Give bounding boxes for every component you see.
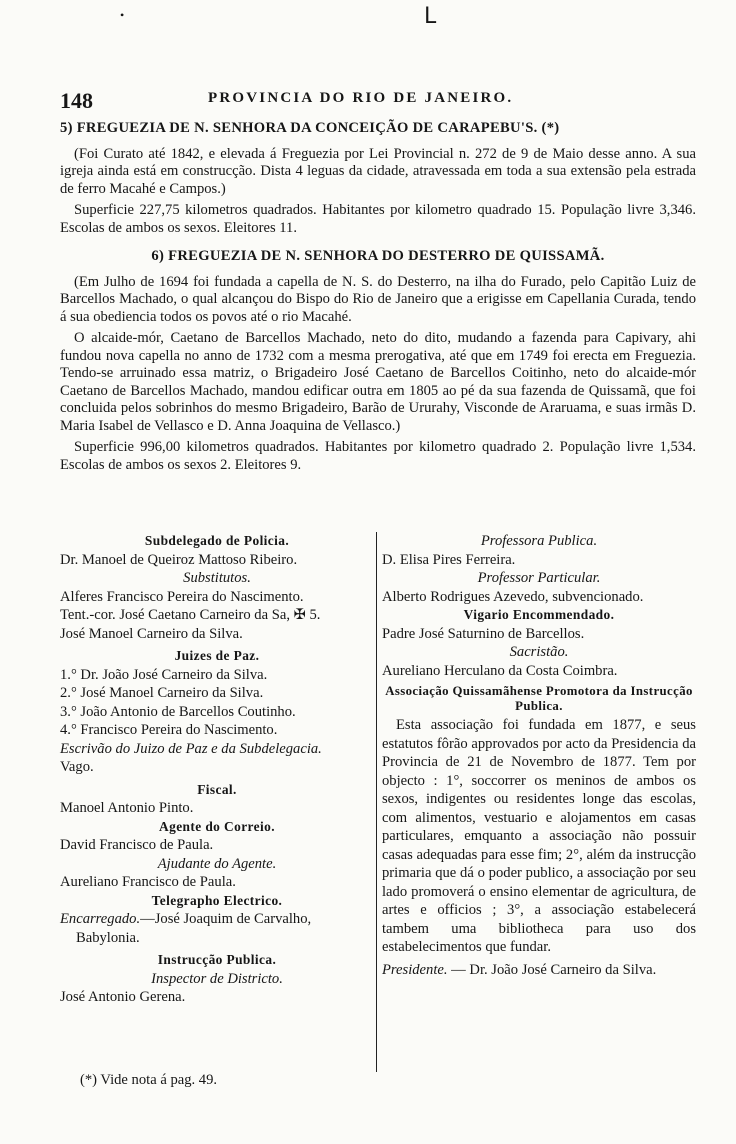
professor-heading: Professor Particular. xyxy=(477,570,601,586)
substituto-3: José Manoel Carneiro da Silva. xyxy=(60,625,243,642)
pencil-mark: L xyxy=(424,4,437,29)
section-6-title: 6) FREGUEZIA DE N. SENHORA DO DESTERRO DE QUISSAMÃ. xyxy=(151,248,605,264)
substituto-1: Alferes Francisco Pereira do Nascimento. xyxy=(60,588,304,605)
page-header xyxy=(60,88,686,114)
juiz-2: 2.° José Manoel Carneiro da Silva. xyxy=(60,685,264,701)
juiz-3: 3.° João Antonio de Barcellos Coutinho. xyxy=(60,703,296,720)
section-6 xyxy=(60,248,696,474)
inspector-name: José Antonio Gerena. xyxy=(60,989,186,1005)
section-5-para-1: (Foi Curato até 1842, e elevada á Freguezia por Lei Provincial n. 272 de 9 de Maio desse anno. A sua igreja ainda está em construcção. Dista 4 leguas da cidade, atravessada em toda a sua extensão pela estrada de ferro Macahé e Campos.) xyxy=(60,145,696,197)
associacao-heading: Associação Quissamãhense Promotora da Instrucção Publica. xyxy=(385,684,693,713)
telegrapho-heading: Telegrapho Electrico. xyxy=(151,892,283,908)
ajudante-heading: Ajudante do Agente. xyxy=(157,855,277,872)
associacao-text: Esta associação foi fundada em 1877, e seus estatutos fôrão approvados por acto da Presidencia da Provincia de 21 de Novembro de 1877. Tem por objecto : 1°, soccorrer os meninos de ambos os sexos, indigentes ou residentes longe das escolas, com alimentos, vestuario e alojamentos em casas particulares, emquanto a associação não possuir casas adequadas para esse fim; 2°, além da instrucção primaria que dá o poder publico, a associação por seu lado promoverá o ensino elementar de agricultura, de artes e officios ; 3°, a associação estabelecerá tambem uma bibliotheca para uso dos estabelecimentos que fundar. xyxy=(382,717,696,955)
section-6-para-3: Superficie 996,00 kilometros quadrados. Habitantes por kilometro quadrado 2. População livre 1,534. Escolas de ambos os sexos 2. Eleitores 9. xyxy=(60,439,696,473)
substitutos-heading: Substitutos. xyxy=(183,570,251,586)
ink-dot: • xyxy=(120,8,125,22)
fiscal-name: Manoel Antonio Pinto. xyxy=(60,800,194,816)
juiz-1: 1.° Dr. João José Carneiro da Silva. xyxy=(60,666,268,683)
inspector-heading: Inspector de Districto. xyxy=(151,970,283,987)
left-column xyxy=(60,532,374,1007)
escrivao-heading: Escrivão do Juizo de Paz e da Subdelegacia. xyxy=(60,740,322,757)
section-6-para-2: O alcaide-mór, Caetano de Barcellos Machado, neto do dito, mudando a fazenda para Capivary, ahi fundou nova capella no anno de 1732 com a mesma prerogativa, até que em 1749 foi erecta em Freguezia. Tendo-se arruinado essa matriz, o Brigadeiro José Caetano de Barcellos Coitinho, neto do alcaide-mór Caetano de Barcellos Machado, mandou edificar outra em 1805 ao pé da sua fazenda de Quissamã, que foi concluida pelos sobrinhos do mesmo Brigadeiro, Barão de Ururahy, Visconde de Araruama, e suas irmãs D. Maria Isabel de Vellasco e D. Anna Joaquina de Vellasco.) xyxy=(60,330,696,434)
agente-heading: Agente do Correio. xyxy=(159,818,275,834)
section-5 xyxy=(60,120,696,237)
vigario-name: Padre José Saturnino de Barcellos. xyxy=(382,625,585,642)
subdelegado-name: Dr. Manoel de Queiroz Mattoso Ribeiro. xyxy=(60,551,298,568)
escrivao-value: Vago. xyxy=(60,759,94,775)
section-6-para-1: (Em Julho de 1694 foi fundada a capella de N. S. do Desterro, na ilha do Furado, pelo Capitão Luiz de Barcellos Machado, o qual alcançou do Bispo do Rio de Janeiro que a erigisse em Capellania Curada, tendo á sua obediencia todos os povos até o rio Macahé. xyxy=(60,273,696,325)
agente-name: David Francisco de Paula. xyxy=(60,837,214,853)
telegrapho-label: Encarregado. xyxy=(60,911,141,927)
subdelegado-heading: Subdelegado de Policia. xyxy=(144,533,290,548)
vigario-heading: Vigario Encommendado. xyxy=(463,607,615,622)
sacristao-heading: Sacristão. xyxy=(509,644,569,660)
instrucao-heading: Instrucção Publica. xyxy=(157,952,277,967)
footnote: (*) Vide nota á pag. 49. xyxy=(80,1072,218,1088)
sacristao-name: Aureliano Herculano da Costa Coimbra. xyxy=(382,662,618,679)
page-number: 148 xyxy=(60,88,93,113)
professora-name: D. Elisa Pires Ferreira. xyxy=(382,551,516,568)
running-head: PROVINCIA DO RIO DE JANEIRO. xyxy=(208,90,514,106)
presidente-label: Presidente. xyxy=(382,961,448,978)
professor-name: Alberto Rodrigues Azevedo, subvencionado. xyxy=(382,588,644,605)
right-column xyxy=(382,532,696,979)
section-5-para-2: Superficie 227,75 kilometros quadrados. Habitantes por kilometro quadrado 15. População livre 3,346. Escolas de ambos os sexos. Eleitores 11. xyxy=(60,202,696,236)
professora-heading: Professora Publica. xyxy=(480,533,598,549)
presidente-name: — Dr. João José Carneiro da Silva. xyxy=(447,961,657,978)
substituto-2: Tent.-cor. José Caetano Carneiro da Sa, ✠ 5. xyxy=(60,607,321,623)
column-divider xyxy=(376,532,377,1072)
ajudante-name: Aureliano Francisco de Paula. xyxy=(60,874,236,890)
telegrapho-entry xyxy=(60,910,374,947)
juizes-heading: Juizes de Paz. xyxy=(174,648,260,663)
juiz-4: 4.° Francisco Pereira do Nascimento. xyxy=(60,722,278,738)
telegrapho-name: —José Joaquim de Carvalho, Babylonia. xyxy=(76,911,312,946)
fiscal-heading: Fiscal. xyxy=(197,781,237,797)
section-5-title: 5) FREGUEZIA DE N. SENHORA DA CONCEIÇÃO DE CARAPEBU'S. (*) xyxy=(60,120,560,136)
presidente-entry xyxy=(382,961,696,980)
